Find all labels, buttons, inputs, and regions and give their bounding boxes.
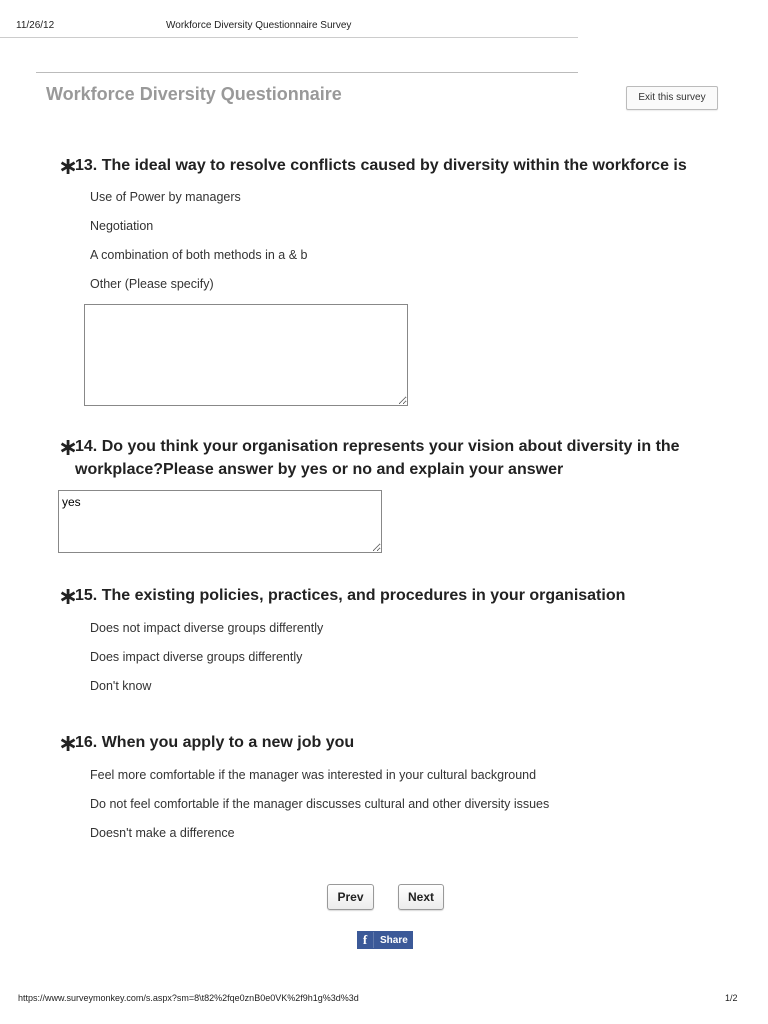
q15-option-not-impact[interactable]: Does not impact diverse groups differently [90, 621, 324, 635]
survey-title-divider [36, 72, 578, 73]
next-button[interactable]: Next [398, 884, 444, 910]
question-15-text: 15. The existing policies, practices, and procedures in your organisation [75, 587, 626, 604]
question-14-text-line2: workplace?Please answer by yes or no and explain your answer [75, 461, 564, 478]
question-13 [58, 153, 718, 180]
survey-title: Workforce Diversity Questionnaire [46, 84, 342, 104]
q15-option-dont-know[interactable]: Don't know [90, 679, 152, 693]
print-date: 11/26/12 [16, 20, 55, 31]
print-page-title: Workforce Diversity Questionnaire Survey [166, 20, 352, 31]
question-16-text: 16. When you apply to a new job you [75, 734, 355, 751]
header-divider [0, 37, 578, 38]
q13-option-combination[interactable]: A combination of both methods in a & b [90, 248, 308, 262]
exit-survey-button[interactable]: Exit this survey [626, 86, 718, 110]
q13-option-negotiation[interactable]: Negotiation [90, 219, 154, 233]
required-marker: ∗ [58, 434, 79, 461]
q13-option-power[interactable]: Use of Power by managers [90, 190, 241, 204]
prev-button[interactable]: Prev [327, 884, 374, 910]
facebook-share-button[interactable] [357, 931, 413, 949]
question-14 [58, 434, 718, 481]
q16-option-more-comfortable[interactable]: Feel more comfortable if the manager was interested in your cultural background [90, 768, 537, 782]
q14-answer-textarea[interactable] [58, 490, 382, 553]
q16-option-no-difference[interactable]: Doesn't make a difference [90, 826, 235, 840]
question-13-text: 13. The ideal way to resolve conflicts caused by diversity within the workforce is [75, 157, 687, 174]
question-14-text [75, 435, 680, 481]
required-marker: ∗ [58, 730, 79, 757]
question-16 [58, 730, 718, 757]
question-15 [58, 583, 718, 610]
q16-option-not-comfortable[interactable]: Do not feel comfortable if the manager discusses cultural and other diversity issues [90, 797, 550, 811]
facebook-icon: f [357, 932, 374, 948]
print-url: https://www.surveymonkey.com/s.aspx?sm=8\t82%2fqe0znB0e0VK%2f9h1g%3d%3d [18, 993, 359, 1003]
q15-option-impact[interactable]: Does impact diverse groups differently [90, 650, 303, 664]
print-page-number: 1/2 [725, 993, 738, 1003]
required-marker: ∗ [58, 583, 79, 610]
q13-other-textarea[interactable] [84, 304, 408, 406]
q13-option-other[interactable]: Other (Please specify) [90, 277, 214, 291]
question-14-text-line1: 14. Do you think your organisation represents your vision about diversity in the [75, 438, 680, 455]
required-marker: ∗ [58, 153, 79, 180]
share-label: Share [380, 934, 408, 946]
